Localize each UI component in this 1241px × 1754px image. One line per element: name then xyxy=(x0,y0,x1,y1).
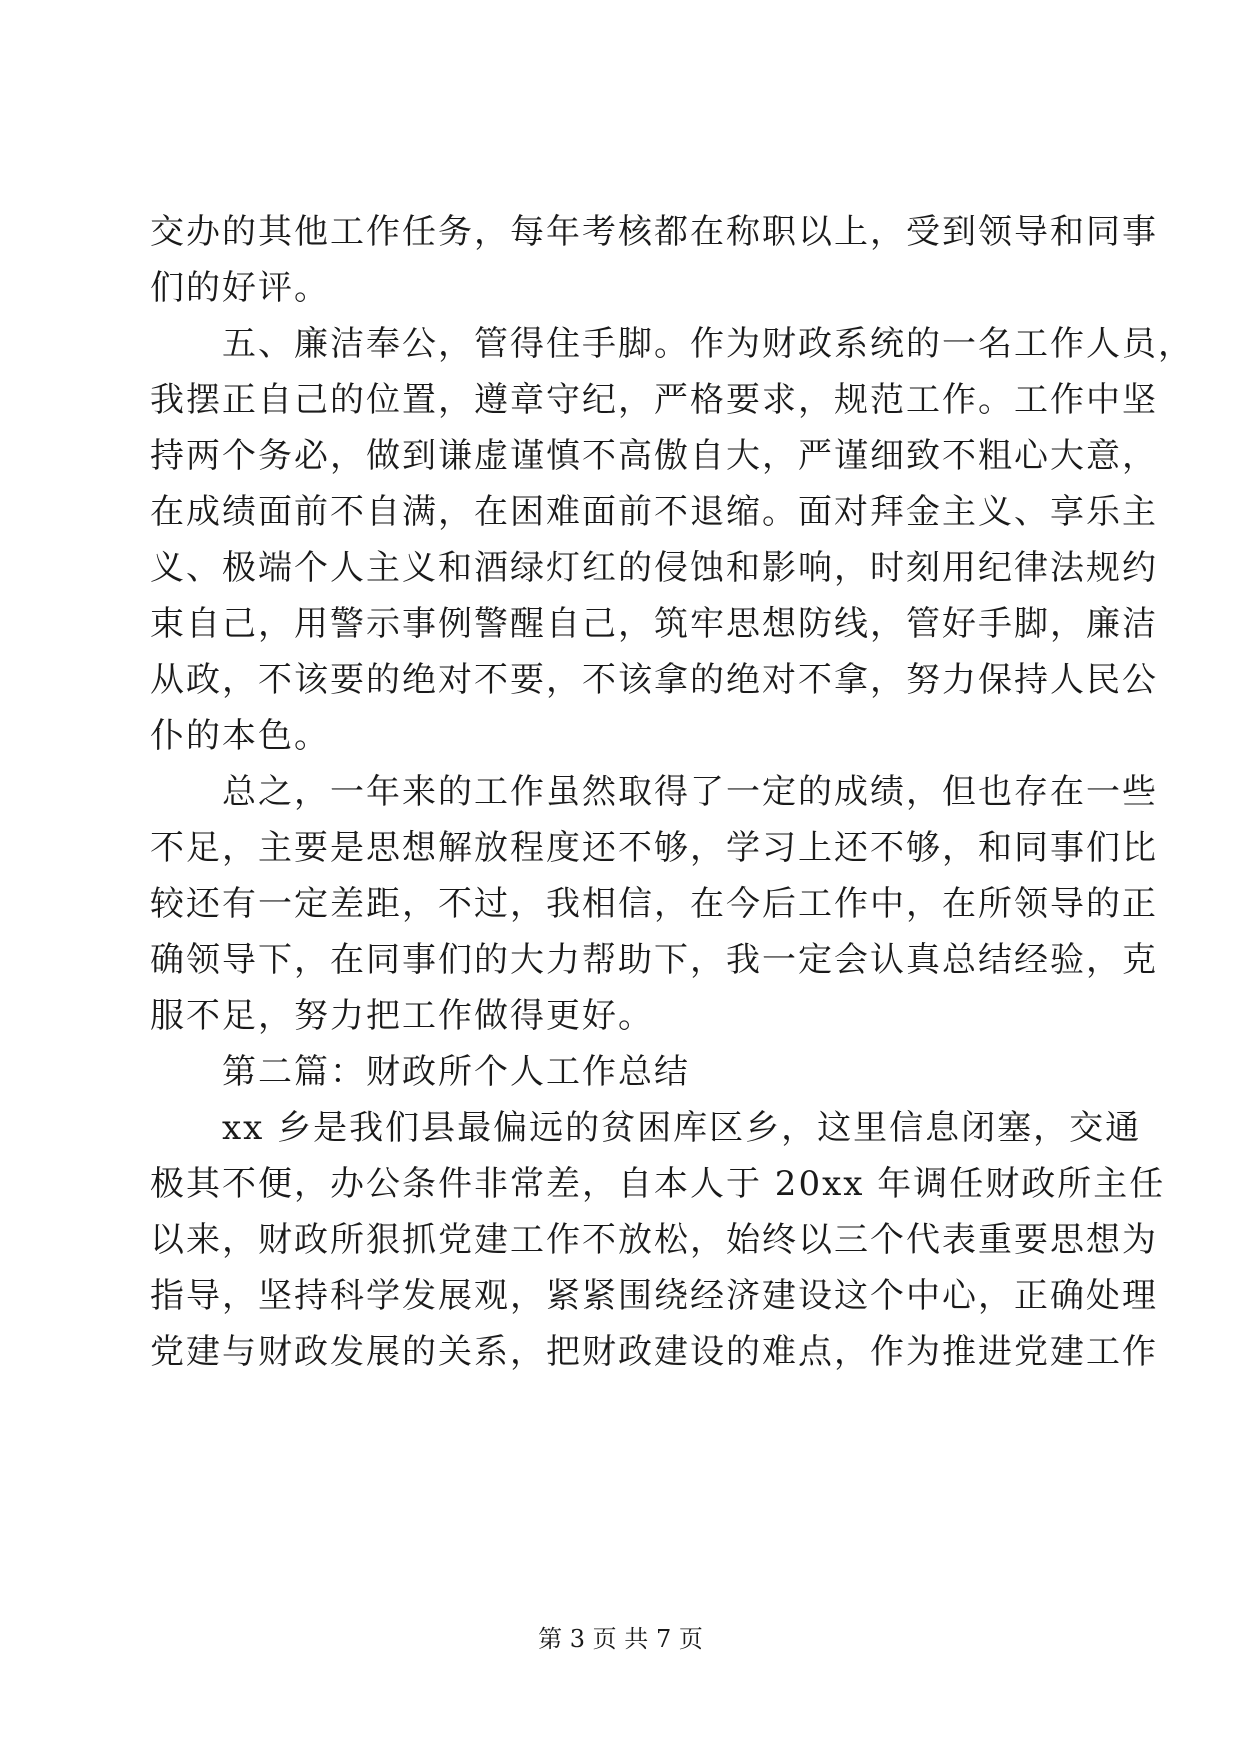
page-footer: 第 3 页 共 7 页 xyxy=(538,1625,703,1653)
text-line: 不足，主要是思想解放程度还不够，学习上还不够，和同事们比 xyxy=(150,828,1158,868)
text-line: 极其不便，办公条件非常差，自本人于 20xx 年调任财政所主任 xyxy=(150,1164,1166,1204)
text-line: 在成绩面前不自满，在困难面前不退缩。面对拜金主义、享乐主 xyxy=(150,492,1158,532)
text-line: 持两个务必，做到谦虚谨慎不高傲自大，严谨细致不粗心大意， xyxy=(150,436,1158,476)
text-line: 们的好评。 xyxy=(150,268,330,308)
text-line: 从政，不该要的绝对不要，不该拿的绝对不拿，努力保持人民公 xyxy=(150,660,1158,700)
text-line: 我摆正自己的位置，遵章守纪，严格要求，规范工作。工作中坚 xyxy=(150,380,1158,420)
text-line: 束自己，用警示事例警醒自己，筑牢思想防线，管好手脚，廉洁 xyxy=(150,604,1158,644)
text-line: 较还有一定差距，不过，我相信，在今后工作中，在所领导的正 xyxy=(150,884,1158,924)
text-line: 总之，一年来的工作虽然取得了一定的成绩，但也存在一些 xyxy=(150,772,1158,812)
text-line: 指导，坚持科学发展观，紧紧围绕经济建设这个中心，正确处理 xyxy=(150,1276,1158,1316)
text-line: 五、廉洁奉公，管得住手脚。作为财政系统的一名工作人员， xyxy=(150,324,1194,364)
text-line: 确领导下，在同事们的大力帮助下，我一定会认真总结经验，克 xyxy=(150,940,1158,980)
text-line: 服不足，努力把工作做得更好。 xyxy=(150,996,654,1036)
text-line: 党建与财政发展的关系，把财政建设的难点，作为推进党建工作 xyxy=(150,1332,1158,1372)
text-line: xx 乡是我们县最偏远的贫困库区乡，这里信息闭塞，交通 xyxy=(150,1108,1142,1148)
text-line: 义、极端个人主义和酒绿灯红的侵蚀和影响，时刻用纪律法规约 xyxy=(150,548,1158,588)
section-heading: 第二篇：财政所个人工作总结 xyxy=(150,1052,690,1092)
text-line: 交办的其他工作任务，每年考核都在称职以上，受到领导和同事 xyxy=(150,212,1158,252)
text-line: 以来，财政所狠抓党建工作不放松，始终以三个代表重要思想为 xyxy=(150,1220,1158,1260)
text-line: 仆的本色。 xyxy=(150,716,330,756)
